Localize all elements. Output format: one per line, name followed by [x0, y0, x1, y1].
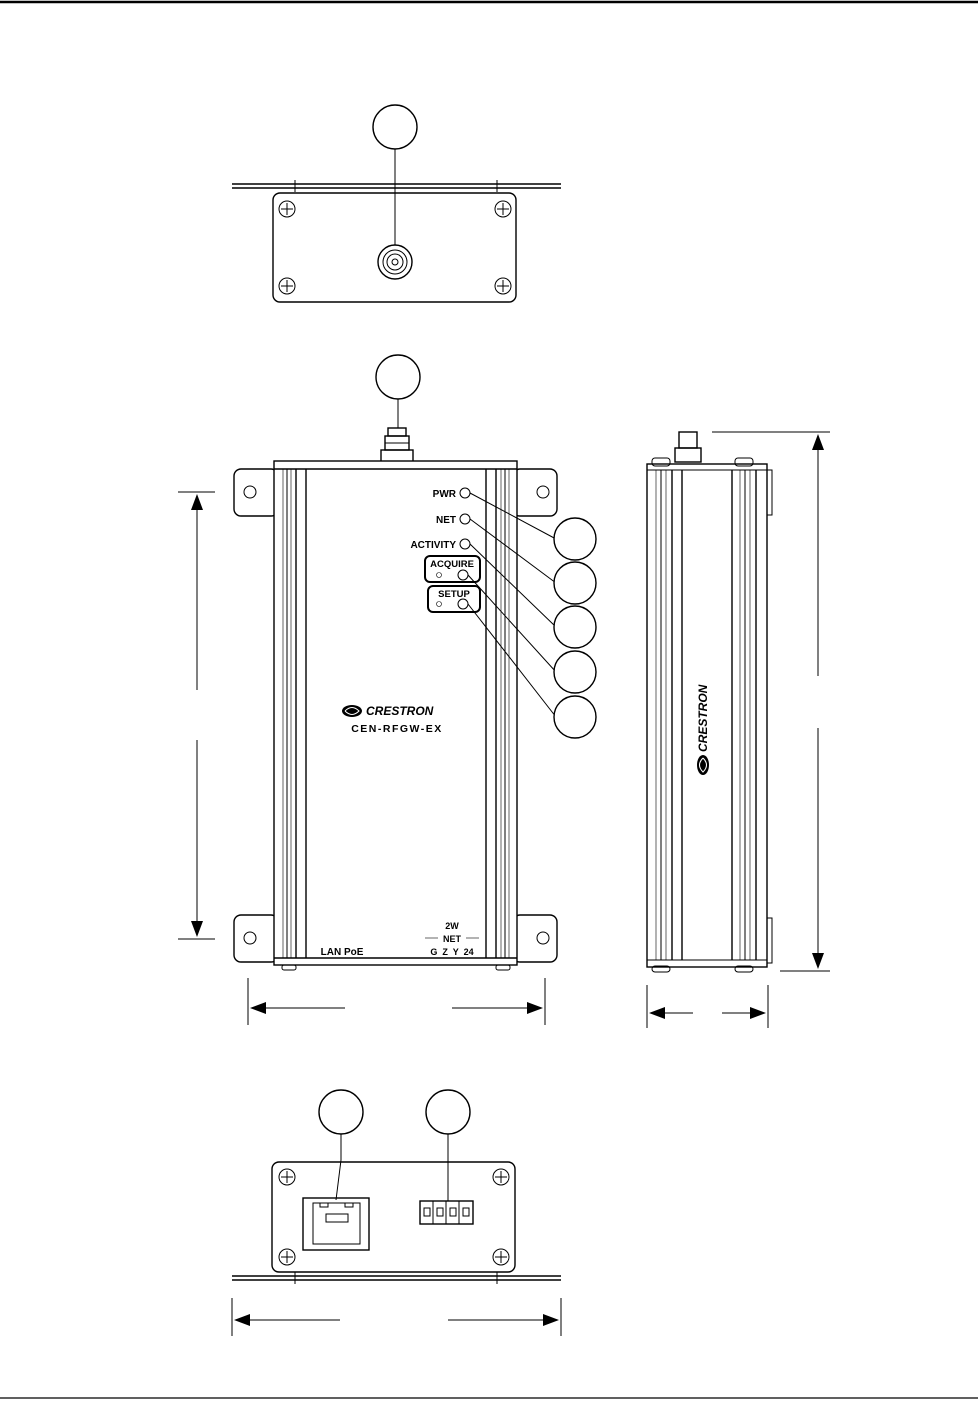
led-label-pwr: PWR [432, 489, 456, 500]
model-name: CEN-RFGW-EX [351, 723, 443, 735]
callout-bubble [319, 1090, 363, 1134]
callout-bubble [554, 518, 596, 560]
callout-bubble [376, 355, 420, 399]
terminal-block-icon [420, 1201, 473, 1224]
callout-bubble [554, 562, 596, 604]
callout-bubble [554, 696, 596, 738]
callout-bubble [373, 105, 417, 149]
side-view [647, 432, 830, 1028]
callout-bubble [554, 606, 596, 648]
callout-bubble [426, 1090, 470, 1134]
acquire-button-label: ACQUIRE [430, 559, 474, 570]
top-end-view [232, 105, 561, 302]
side-crestron-logo-icon [697, 755, 709, 775]
lan-poe-label: LAN PoE [320, 947, 364, 958]
led-label-net: NET [436, 515, 456, 526]
ethernet-port-icon [303, 1198, 369, 1250]
antenna-connector-icon [378, 245, 412, 279]
callout-bubble [554, 651, 596, 693]
brand-name: CRESTRON [366, 704, 434, 718]
side-brand-name: CRESTRON [696, 684, 710, 752]
led-label-activity: ACTIVITY [410, 540, 456, 551]
cresnet-2w-label: 2W [445, 921, 459, 931]
front-view [178, 355, 596, 1025]
setup-button-label: SETUP [438, 589, 470, 600]
cresnet-net-label: NET [443, 934, 461, 944]
cresnet-pins-label: G Z Y 24 [430, 947, 474, 957]
crestron-logo-icon [342, 705, 362, 717]
bottom-end-view [232, 1090, 561, 1336]
